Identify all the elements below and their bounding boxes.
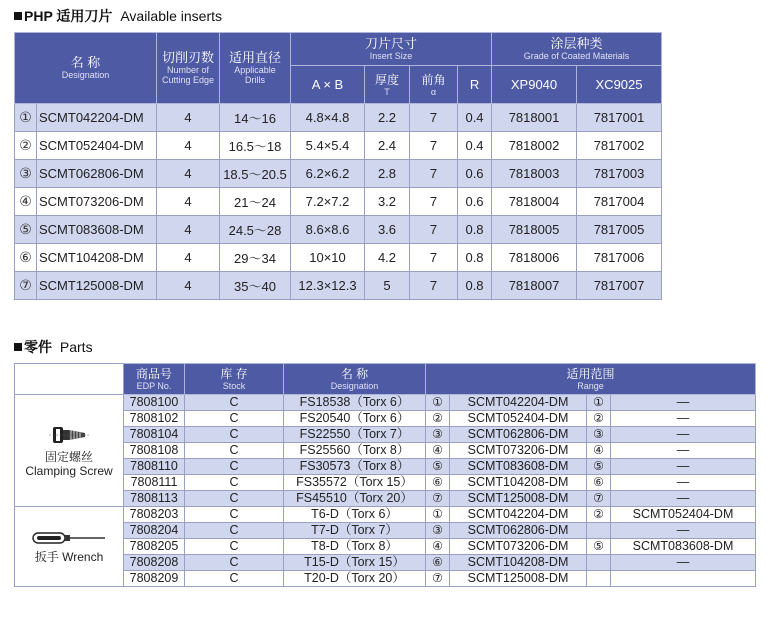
range-number-2: ⑤ (587, 539, 611, 555)
xc9025-code: 7817005 (577, 216, 662, 244)
insert-axb: 6.2×6.2 (291, 160, 365, 188)
edp-header: 商品号 EDP No. (124, 364, 185, 395)
axb-header: A × B (291, 66, 365, 104)
applicable-drills-header: 适用直径 Applicable Drills (220, 33, 291, 104)
stock-status: C (185, 539, 284, 555)
part-designation: T8-D（Torx 8） (284, 539, 426, 555)
range-insert-2: SCMT083608-DM (611, 539, 756, 555)
rake-angle: 7 (410, 160, 458, 188)
range-number-1: ④ (426, 539, 450, 555)
table-row (15, 443, 756, 459)
insert-designation: SCMT052404-DM (37, 132, 157, 160)
range-insert-1: SCMT052404-DM (450, 411, 587, 427)
range-insert-2: SCMT052404-DM (611, 507, 756, 523)
stock-status: C (185, 523, 284, 539)
range-insert-2 (611, 571, 756, 587)
table-row (15, 104, 662, 132)
applicable-drills: 18.5～20.5 (220, 160, 291, 188)
row-number: ⑤ (15, 216, 37, 244)
edp-number: 7808205 (124, 539, 185, 555)
table-row (15, 427, 756, 443)
range-number-2: ② (587, 507, 611, 523)
edp-number: 7808108 (124, 443, 185, 459)
cutting-edges: 4 (157, 188, 220, 216)
range-number-2: ① (587, 395, 611, 411)
inserts-title-en: Available inserts (120, 8, 223, 24)
table-row (15, 571, 756, 587)
xp9040-code: 7818003 (492, 160, 577, 188)
range-insert-1: SCMT125008-DM (450, 571, 587, 587)
applicable-drills: 16.5～18 (220, 132, 291, 160)
stock-status: C (185, 507, 284, 523)
edp-number: 7808203 (124, 507, 185, 523)
xp9040-header: XP9040 (492, 66, 577, 104)
xp9040-code: 7818002 (492, 132, 577, 160)
insert-designation: SCMT042204-DM (37, 104, 157, 132)
applicable-drills: 24.5～28 (220, 216, 291, 244)
insert-axb: 8.6×8.6 (291, 216, 365, 244)
part-designation: FS45510（Torx 20） (284, 491, 426, 507)
range-number-2 (587, 555, 611, 571)
insert-thickness: 3.2 (365, 188, 410, 216)
edp-number: 7808204 (124, 523, 185, 539)
range-insert-1: SCMT062806-DM (450, 427, 587, 443)
insert-axb: 12.3×12.3 (291, 272, 365, 300)
part-designation: FS25560（Torx 8） (284, 443, 426, 459)
rake-angle: 7 (410, 132, 458, 160)
parts-designation-header: 名 称 Designation (284, 364, 426, 395)
range-number-2: ③ (587, 427, 611, 443)
xc9025-code: 7817007 (577, 272, 662, 300)
insert-designation: SCMT104208-DM (37, 244, 157, 272)
table-row (15, 539, 756, 555)
parts-header-blank (15, 364, 124, 395)
range-number-1: ① (426, 507, 450, 523)
stock-status: C (185, 459, 284, 475)
range-number-2: ⑤ (587, 459, 611, 475)
square-bullet-icon (14, 12, 22, 20)
applicable-drills: 14～16 (220, 104, 291, 132)
edp-number: 7808100 (124, 395, 185, 411)
stock-status: C (185, 491, 284, 507)
stock-status: C (185, 475, 284, 491)
range-insert-2: — (611, 411, 756, 427)
range-insert-1: SCMT073206-DM (450, 539, 587, 555)
group-label-en: Clamping Screw (25, 463, 113, 478)
parts-table (14, 363, 756, 587)
table-row (15, 132, 662, 160)
xc9025-code: 7817004 (577, 188, 662, 216)
cutting-edges: 4 (157, 244, 220, 272)
table-row (15, 411, 756, 427)
wrench-icon (29, 530, 109, 546)
part-designation: T7-D（Torx 7） (284, 523, 426, 539)
xp9040-code: 7818001 (492, 104, 577, 132)
range-number-2: ⑦ (587, 491, 611, 507)
table-row (15, 244, 662, 272)
table-row (15, 523, 756, 539)
corner-radius: 0.8 (458, 244, 492, 272)
row-number: ⑥ (15, 244, 37, 272)
range-insert-2: — (611, 475, 756, 491)
xp9040-code: 7818005 (492, 216, 577, 244)
range-number-2 (587, 523, 611, 539)
xp9040-code: 7818004 (492, 188, 577, 216)
table-row (15, 395, 756, 411)
xp9040-code: 7818006 (492, 244, 577, 272)
cutting-edges-header: 切削刃数 Number of Cutting Edge (157, 33, 220, 104)
insert-designation: SCMT062806-DM (37, 160, 157, 188)
table-row (15, 507, 756, 523)
corner-radius: 0.6 (458, 188, 492, 216)
range-insert-1: SCMT062806-DM (450, 523, 587, 539)
part-designation: FS30573（Torx 8） (284, 459, 426, 475)
table-row (15, 160, 662, 188)
insert-thickness: 2.8 (365, 160, 410, 188)
insert-designation: SCMT083608-DM (37, 216, 157, 244)
insert-thickness: 2.4 (365, 132, 410, 160)
row-number: ① (15, 104, 37, 132)
range-number-1: ⑤ (426, 459, 450, 475)
part-designation: T6-D（Torx 6） (284, 507, 426, 523)
row-number: ④ (15, 188, 37, 216)
corner-radius: 0.4 (458, 104, 492, 132)
insert-axb: 4.8×4.8 (291, 104, 365, 132)
xc9025-code: 7817003 (577, 160, 662, 188)
corner-radius: 0.6 (458, 160, 492, 188)
rake-angle: 7 (410, 216, 458, 244)
group-label-cn: 扳手 (34, 549, 59, 564)
range-insert-2: — (611, 427, 756, 443)
rake-angle: 7 (410, 272, 458, 300)
stock-header: 库 存 Stock (185, 364, 284, 395)
insert-axb: 7.2×7.2 (291, 188, 365, 216)
stock-status: C (185, 395, 284, 411)
cutting-edges: 4 (157, 132, 220, 160)
edp-number: 7808209 (124, 571, 185, 587)
stock-status: C (185, 555, 284, 571)
range-insert-2: — (611, 555, 756, 571)
part-designation: T20-D（Torx 20） (284, 571, 426, 587)
row-number: ② (15, 132, 37, 160)
applicable-drills: 21～24 (220, 188, 291, 216)
stock-status: C (185, 427, 284, 443)
corner-radius: 0.8 (458, 272, 492, 300)
range-number-2: ② (587, 411, 611, 427)
range-number-1: ⑥ (426, 555, 450, 571)
rake-angle: 7 (410, 188, 458, 216)
parts-title-en: Parts (59, 339, 93, 355)
inserts-title-cn: PHP 适用刀片 (24, 8, 113, 24)
xc9025-header: XC9025 (577, 66, 662, 104)
range-number-1: ⑦ (426, 571, 450, 587)
rake-angle: 7 (410, 104, 458, 132)
range-insert-2: — (611, 443, 756, 459)
range-insert-1: SCMT125008-DM (450, 491, 587, 507)
range-number-1: ③ (426, 427, 450, 443)
table-row (15, 475, 756, 491)
stock-status: C (185, 443, 284, 459)
range-number-1: ③ (426, 523, 450, 539)
row-number: ③ (15, 160, 37, 188)
cutting-edges: 4 (157, 160, 220, 188)
range-insert-1: SCMT104208-DM (450, 475, 587, 491)
xc9025-code: 7817001 (577, 104, 662, 132)
insert-thickness: 2.2 (365, 104, 410, 132)
insert-thickness: 3.6 (365, 216, 410, 244)
stock-status: C (185, 411, 284, 427)
insert-thickness: 4.2 (365, 244, 410, 272)
range-insert-2: — (611, 459, 756, 475)
part-designation: FS35572（Torx 15） (284, 475, 426, 491)
range-insert-2: — (611, 395, 756, 411)
insert-designation: SCMT073206-DM (37, 188, 157, 216)
edp-number: 7808102 (124, 411, 185, 427)
insert-designation: SCMT125008-DM (37, 272, 157, 300)
range-insert-1: SCMT073206-DM (450, 443, 587, 459)
part-designation: FS22550（Torx 7） (284, 427, 426, 443)
inserts-table (14, 32, 662, 300)
grade-header: 涂层种类 Grade of Coated Materials (492, 33, 662, 66)
part-designation: FS20540（Torx 6） (284, 411, 426, 427)
insert-size-header: 刀片尺寸 Insert Size (291, 33, 492, 66)
part-designation: FS18538（Torx 6） (284, 395, 426, 411)
xc9025-code: 7817006 (577, 244, 662, 272)
edp-number: 7808113 (124, 491, 185, 507)
range-number-1: ⑦ (426, 491, 450, 507)
range-insert-1: SCMT083608-DM (450, 459, 587, 475)
xp9040-code: 7818007 (492, 272, 577, 300)
rake-angle-header: 前角 α (410, 66, 458, 104)
xc9025-code: 7817002 (577, 132, 662, 160)
corner-radius: 0.4 (458, 132, 492, 160)
thickness-header: 厚度 T (365, 66, 410, 104)
range-number-1: ① (426, 395, 450, 411)
edp-number: 7808104 (124, 427, 185, 443)
range-number-1: ⑥ (426, 475, 450, 491)
cutting-edges: 4 (157, 216, 220, 244)
range-number-1: ④ (426, 443, 450, 459)
insert-axb: 5.4×5.4 (291, 132, 365, 160)
table-row (15, 216, 662, 244)
table-row (15, 491, 756, 507)
insert-thickness: 5 (365, 272, 410, 300)
cutting-edges: 4 (157, 272, 220, 300)
square-bullet-icon (14, 343, 22, 351)
range-insert-2: — (611, 491, 756, 507)
range-header: 适用范围 Range (426, 364, 756, 395)
edp-number: 7808208 (124, 555, 185, 571)
table-row (15, 555, 756, 571)
clamping-screw-group (15, 395, 124, 507)
applicable-drills: 35～40 (220, 272, 291, 300)
designation-header: 名 称 Designation (15, 33, 157, 104)
edp-number: 7808111 (124, 475, 185, 491)
range-number-2: ④ (587, 443, 611, 459)
table-row (15, 272, 662, 300)
group-label-en: Wrench (62, 549, 104, 564)
table-row (15, 188, 662, 216)
clamping-screw-icon (47, 424, 91, 446)
edp-number: 7808110 (124, 459, 185, 475)
group-label-cn: 固定螺丝 (44, 449, 93, 464)
range-number-2 (587, 571, 611, 587)
corner-radius: 0.8 (458, 216, 492, 244)
part-designation: T15-D（Torx 15） (284, 555, 426, 571)
insert-axb: 10×10 (291, 244, 365, 272)
parts-title-cn: 零件 (24, 339, 52, 355)
radius-header: R (458, 66, 492, 104)
stock-status: C (185, 571, 284, 587)
range-insert-1: SCMT104208-DM (450, 555, 587, 571)
range-number-1: ② (426, 411, 450, 427)
wrench-group (15, 507, 124, 587)
inserts-section-title (14, 6, 222, 26)
rake-angle: 7 (410, 244, 458, 272)
parts-section-title (14, 337, 93, 357)
range-insert-1: SCMT042204-DM (450, 395, 587, 411)
row-number: ⑦ (15, 272, 37, 300)
applicable-drills: 29～34 (220, 244, 291, 272)
table-row (15, 459, 756, 475)
range-insert-2: — (611, 523, 756, 539)
cutting-edges: 4 (157, 104, 220, 132)
range-number-2: ⑥ (587, 475, 611, 491)
range-insert-1: SCMT042204-DM (450, 507, 587, 523)
